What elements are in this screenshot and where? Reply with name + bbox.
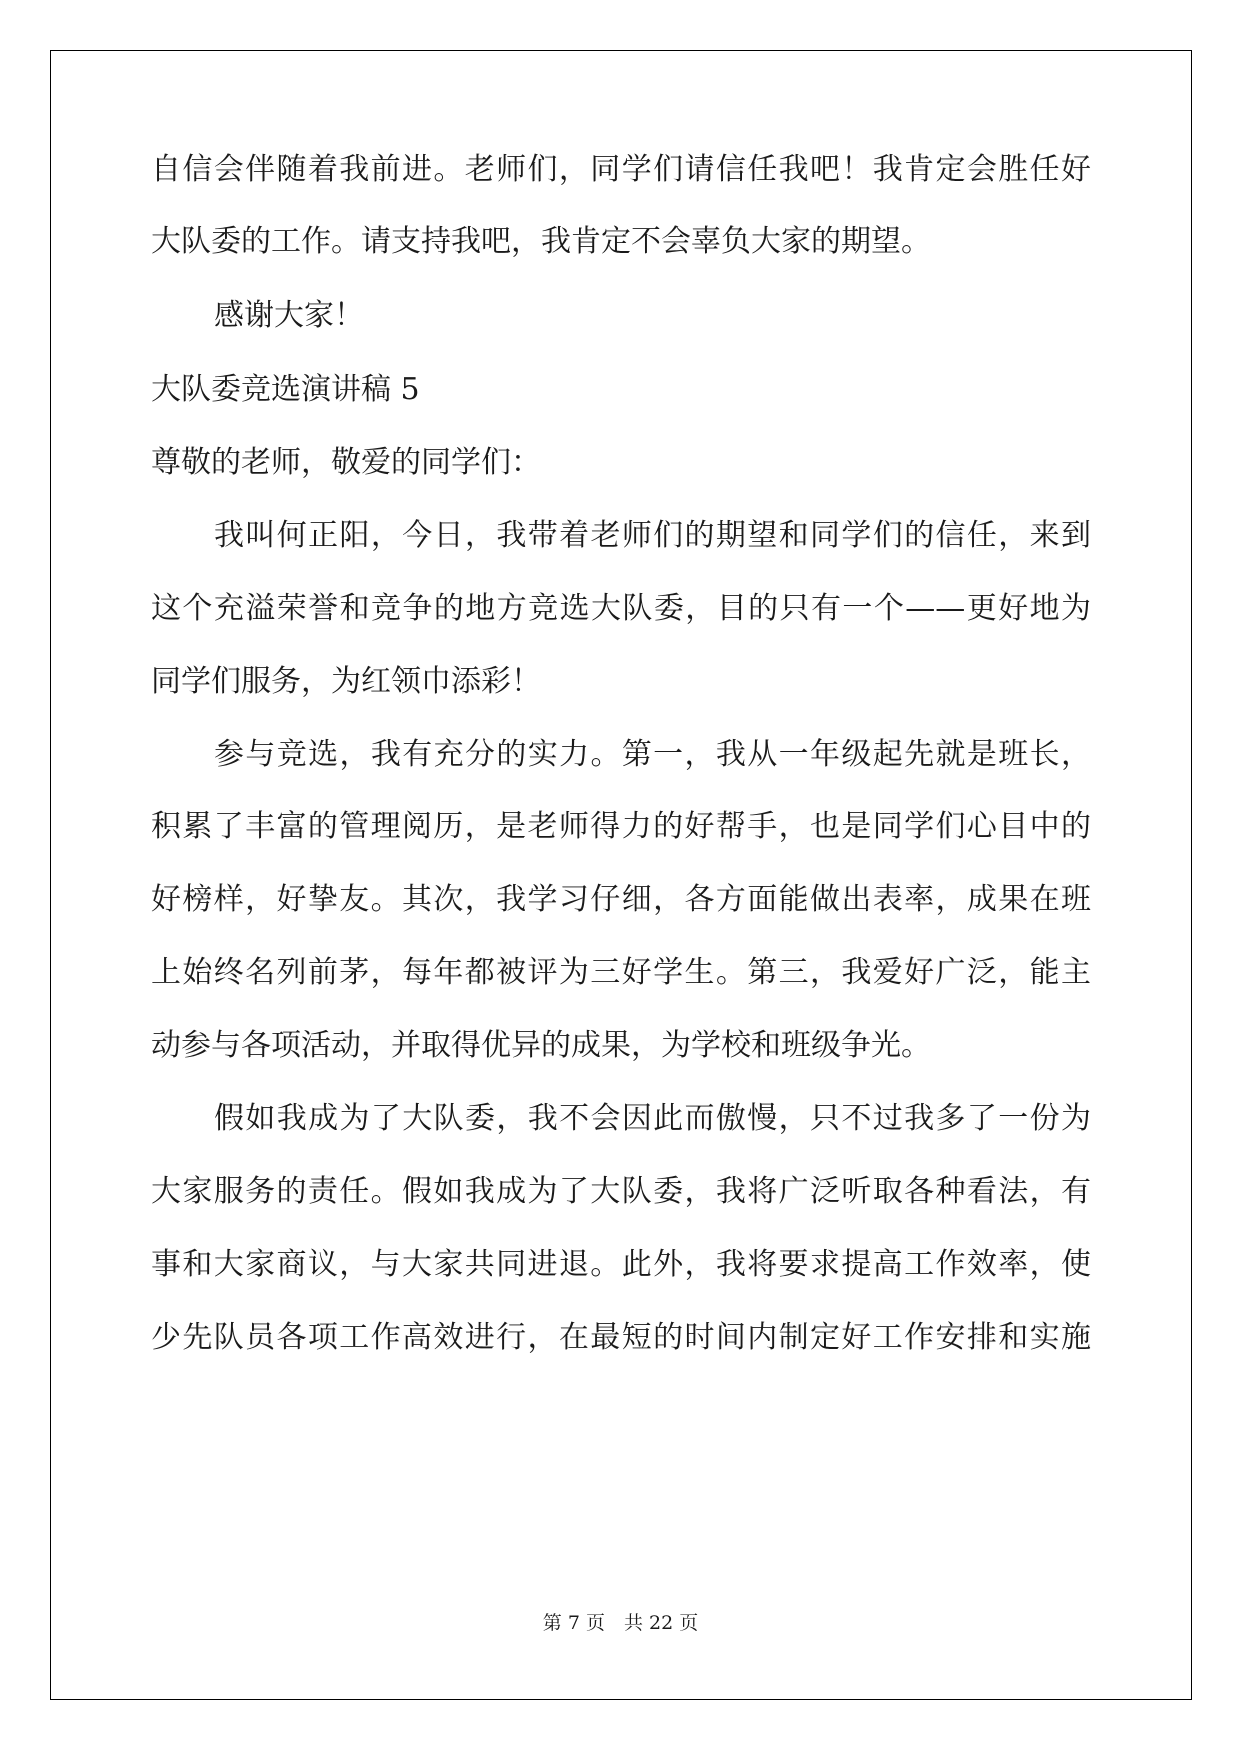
text-line: 上始终名列前茅，每年都被评为三好学生。第三，我爱好广泛，能主 xyxy=(151,955,1091,990)
page-footer: 第 7 页 共 22 页 xyxy=(542,1612,699,1634)
text-line: 同学们服务，为红领巾添彩！ xyxy=(151,664,541,699)
text-line: 大家服务的责任。假如我成为了大队委，我将广泛听取各种看法，有 xyxy=(151,1174,1091,1209)
text-line: 感谢大家！ xyxy=(214,298,364,333)
text-line: 假如我成为了大队委，我不会因此而傲慢，只不过我多了一份为 xyxy=(214,1101,1091,1136)
text-line: 参与竞选，我有充分的实力。第一，我从一年级起先就是班长， xyxy=(214,737,1091,772)
text-line: 好榜样，好挚友。其次，我学习仔细，各方面能做出表率，成果在班 xyxy=(151,882,1091,917)
text-line: 动参与各项活动，并取得优异的成果，为学校和班级争光。 xyxy=(151,1028,931,1063)
section-heading: 大队委竞选演讲稿 5 xyxy=(151,372,420,407)
text-line: 自信会伴随着我前进。老师们，同学们请信任我吧！我肯定会胜任好 xyxy=(151,152,1091,187)
text-line: 事和大家商议，与大家共同进退。此外，我将要求提高工作效率，使 xyxy=(151,1247,1091,1282)
text-line: 我叫何正阳，今日，我带着老师们的期望和同学们的信任，来到 xyxy=(214,518,1091,553)
text-line: 少先队员各项工作高效进行，在最短的时间内制定好工作安排和实施 xyxy=(151,1320,1091,1355)
salutation: 尊敬的老师，敬爱的同学们： xyxy=(151,445,541,480)
text-line: 积累了丰富的管理阅历，是老师得力的好帮手，也是同学们心目中的 xyxy=(151,809,1091,844)
text-line: 这个充溢荣誉和竞争的地方竞选大队委，目的只有一个——更好地为 xyxy=(151,591,1091,626)
text-line: 大队委的工作。请支持我吧，我肯定不会辜负大家的期望。 xyxy=(151,224,931,259)
